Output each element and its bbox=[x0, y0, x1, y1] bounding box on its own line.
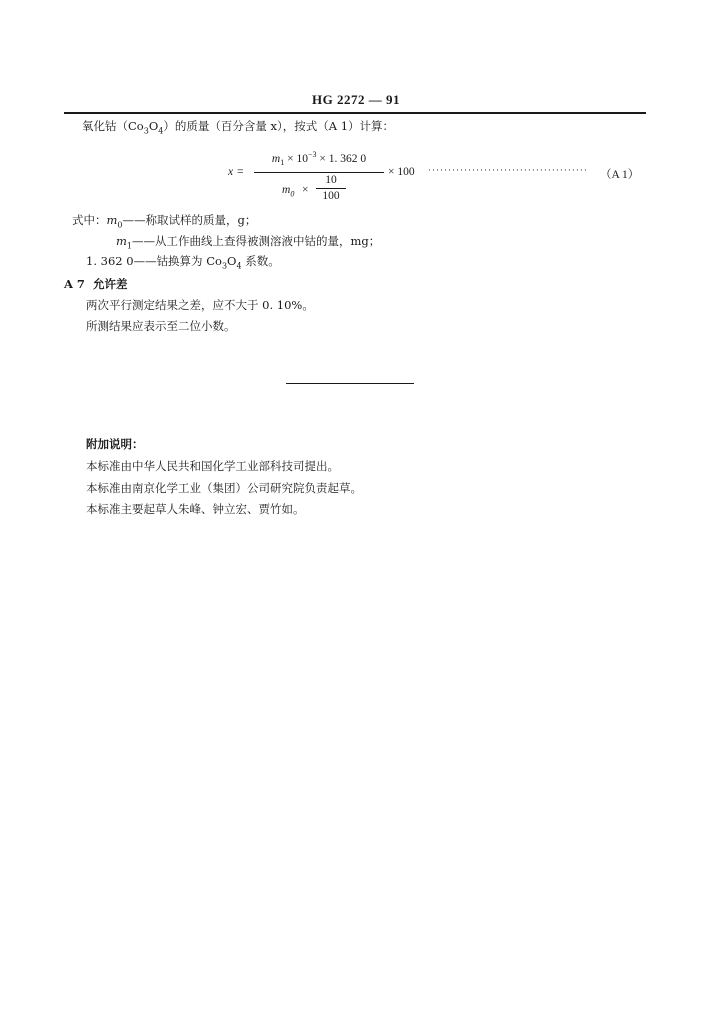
where-coef-desc-after: 系数。 bbox=[241, 254, 280, 268]
document-code-header: HG 2272 — 91 bbox=[312, 92, 400, 107]
where-coef-sub1: 3 bbox=[221, 261, 228, 271]
intro-text-after: ）的质量（百分含量 x），按式（A 1）计算： bbox=[163, 119, 395, 133]
intro-text-mid: O bbox=[148, 119, 159, 133]
section-end-rule bbox=[286, 383, 414, 384]
where-m1-symbol: m bbox=[116, 234, 127, 248]
formula-fraction-bar bbox=[254, 172, 384, 173]
section-a7-number: A 7 bbox=[64, 277, 85, 291]
numerator-tail: × 1. 362 0 bbox=[316, 152, 367, 165]
numerator-m-sub: 1 bbox=[280, 158, 285, 168]
where-coef-desc-mid: O bbox=[227, 254, 237, 268]
where-coef: 1. 362 0 bbox=[86, 254, 134, 268]
section-a7-line1: 两次平行测定结果之差，应不大于 0. 10%。 bbox=[86, 298, 314, 312]
formula-numerator bbox=[254, 150, 384, 167]
where-coef-desc-before: ——钴换算为 Co bbox=[133, 254, 222, 268]
where-m0-line bbox=[72, 212, 256, 229]
where-m0-desc: ——称取试样的质量，g； bbox=[122, 213, 257, 227]
numerator-exp: −3 bbox=[307, 150, 317, 159]
where-m1-line bbox=[116, 233, 380, 250]
notes-line1: 本标准由中华人民共和国化学工业部科技司提出。 bbox=[86, 459, 339, 473]
where-m1-sub: 1 bbox=[126, 241, 132, 251]
header-rule bbox=[64, 112, 646, 114]
section-a7-title: 允许差 bbox=[92, 277, 128, 291]
denominator-inner-fraction bbox=[316, 174, 346, 203]
formula-label: （A 1） bbox=[600, 169, 640, 181]
notes-line3: 本标准主要起草人朱峰、钟立宏、贾竹如。 bbox=[86, 502, 305, 516]
denominator-times: × bbox=[302, 184, 309, 196]
denominator-m-sub: 0 bbox=[290, 189, 295, 199]
intro-sub1: 3 bbox=[143, 126, 149, 136]
formula-equals: = bbox=[237, 166, 244, 178]
where-coef-line bbox=[86, 253, 280, 270]
numerator-m: m bbox=[271, 152, 281, 165]
where-coef-sub2: 4 bbox=[236, 261, 242, 271]
section-a7-heading bbox=[64, 276, 127, 292]
where-m0-sub: 0 bbox=[117, 220, 123, 230]
where-m0-symbol: m bbox=[106, 213, 118, 227]
denominator-m-letter: m bbox=[282, 184, 291, 196]
formula-denominator bbox=[254, 176, 384, 206]
intro-text-before: 氧化钴（Co bbox=[82, 119, 144, 133]
inner-fraction-top: 10 bbox=[325, 174, 337, 186]
inner-fraction-rule bbox=[316, 188, 346, 189]
notes-title: 附加说明： bbox=[86, 437, 144, 451]
numerator-rest: × 10 bbox=[284, 152, 308, 165]
section-a7-line2: 所测结果应表示至二位小数。 bbox=[86, 319, 236, 333]
notes-line2: 本标准由南京化学工业（集团）公司研究院负责起草。 bbox=[86, 481, 362, 495]
intro-sub2: 4 bbox=[158, 126, 164, 136]
formula-leader-dots: ········································ bbox=[428, 165, 588, 175]
inner-fraction-bottom: 100 bbox=[322, 190, 340, 202]
formula-lhs: x bbox=[228, 166, 234, 178]
denominator-m bbox=[282, 184, 294, 198]
intro-line bbox=[82, 118, 394, 135]
where-intro: 式中： bbox=[72, 213, 107, 227]
where-m1-desc: ——从工作曲线上查得被测溶液中钴的量，mg； bbox=[132, 234, 381, 248]
formula-a1 bbox=[228, 150, 648, 206]
formula-times-100: × 100 bbox=[388, 166, 415, 178]
